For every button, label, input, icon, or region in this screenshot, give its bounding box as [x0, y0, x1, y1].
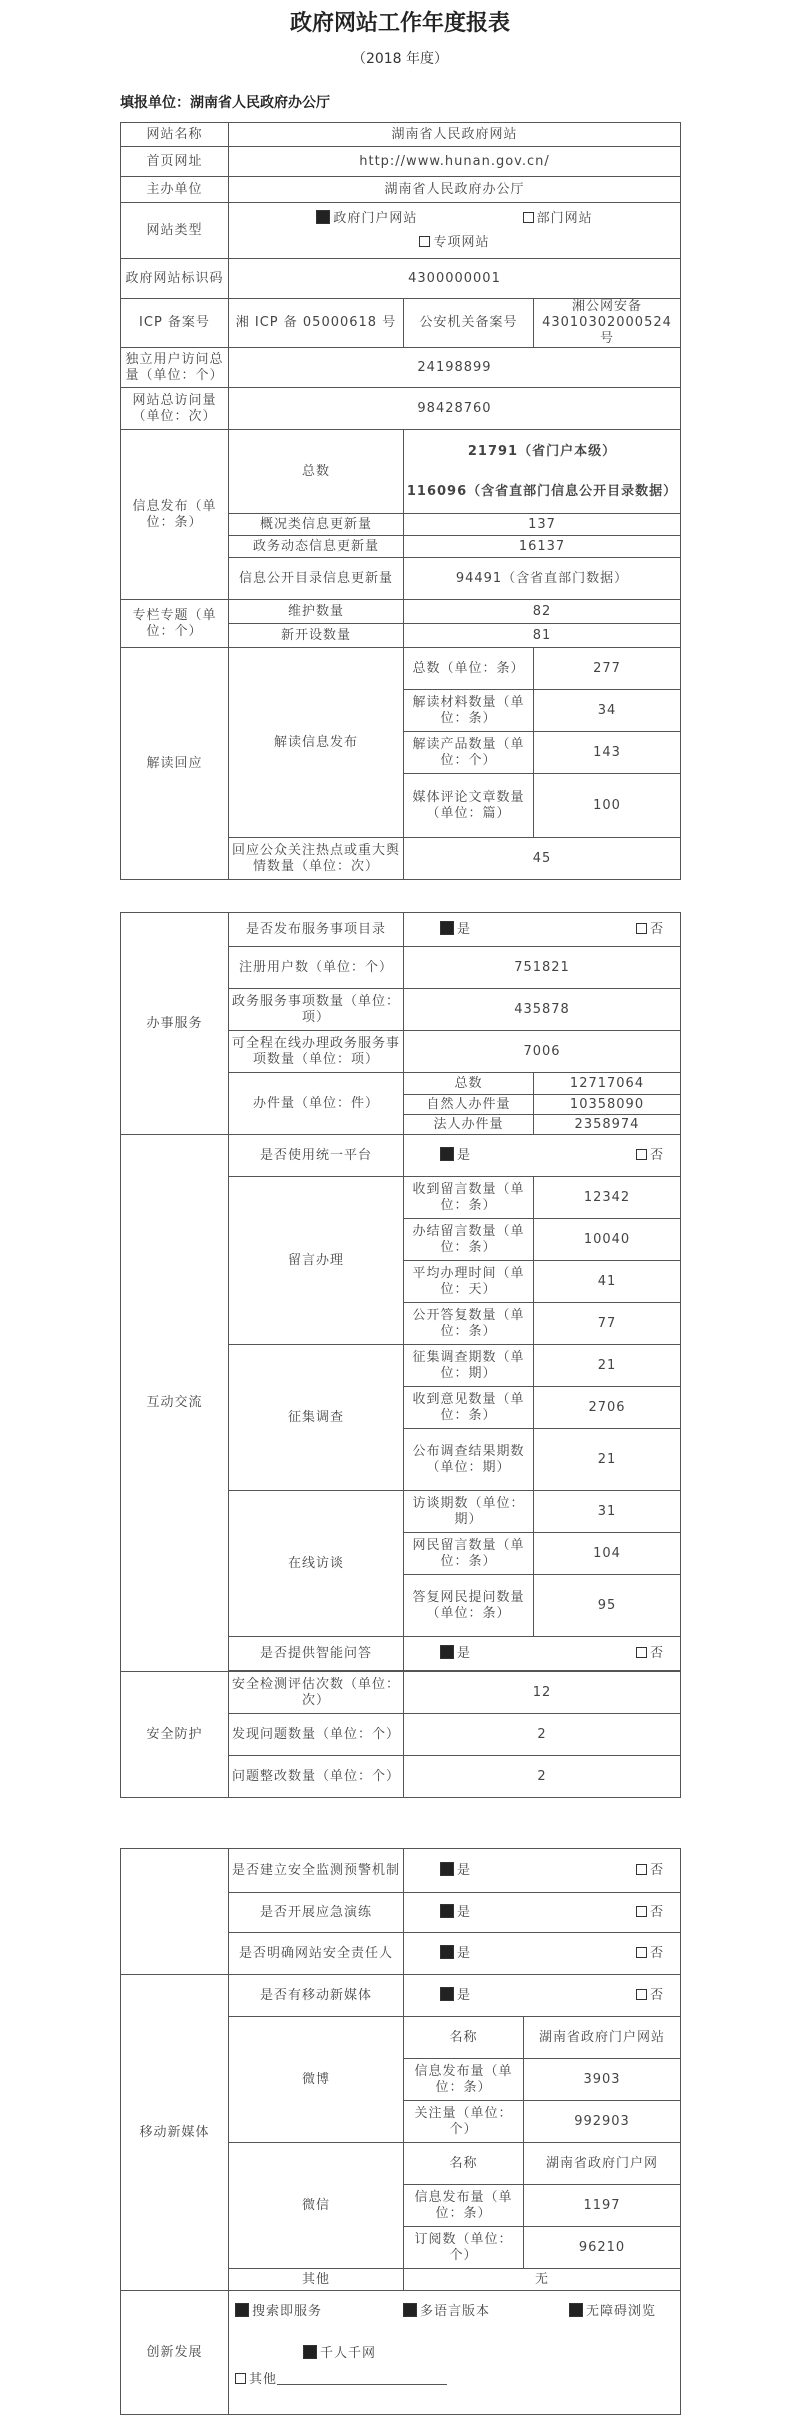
interview-answers-label: 答复网民提问数量（单位：条） [404, 1575, 534, 1637]
online-interview-label: 在线访谈 [229, 1491, 404, 1637]
interpret-product-label: 解读产品数量（单位：个） [404, 732, 534, 774]
checked-box-icon [440, 921, 454, 935]
issues-found-label: 发现问题数量（单位：个） [229, 1714, 404, 1756]
unified-platform-choice [404, 1135, 681, 1177]
survey-periods-value: 21 [534, 1345, 681, 1387]
news-update-value: 16137 [404, 536, 681, 558]
overview-update-label: 概况类信息更新量 [229, 514, 404, 536]
has-mobile-yes [440, 1987, 471, 2004]
weibo-label: 微博 [229, 2017, 404, 2143]
innovation-options [229, 2291, 681, 2415]
case-legal-label: 法人办件量 [404, 1115, 534, 1135]
no-label: 否 [650, 1988, 665, 2003]
columns-new-value: 81 [404, 624, 681, 648]
interpret-material-label: 解读材料数量（单位：条） [404, 690, 534, 732]
msg-public-value: 77 [534, 1303, 681, 1345]
security-group: 安全防护 [121, 1672, 229, 1798]
service-group: 办事服务 [121, 913, 229, 1135]
interpret-total-label: 总数（单位：条） [404, 648, 534, 690]
info-total-label: 总数 [229, 430, 404, 514]
innovation-search-label: 搜索即服务 [252, 2304, 323, 2319]
innovation-access-label: 无障碍浏览 [586, 2304, 657, 2319]
respond-hotspot-value: 45 [404, 838, 681, 880]
yes-label: 是 [457, 1863, 472, 1878]
service-catalog-yes [440, 921, 471, 938]
case-person-value: 10358090 [534, 1095, 681, 1115]
type-portal-option [316, 210, 417, 227]
security-checks-label: 安全检测评估次数（单位：次） [229, 1672, 404, 1714]
other-media-value: 无 [404, 2269, 681, 2291]
service-catalog-no [636, 922, 664, 938]
has-mobile-label: 是否有移动新媒体 [229, 1975, 404, 2017]
report-year: （2018 年度） [351, 51, 449, 67]
drill-no [636, 1905, 664, 1921]
monitor-no [636, 1863, 664, 1879]
smart-qa-yes [440, 1645, 471, 1662]
msg-received-label: 收到留言数量（单位：条） [404, 1177, 534, 1219]
innovation-multilang-label: 多语言版本 [420, 2304, 491, 2319]
case-volume-label: 办件量（单位：件） [229, 1073, 404, 1135]
yes-label: 是 [457, 1946, 472, 1961]
checked-box-icon [440, 1945, 454, 1959]
innovation-personal-option [303, 2345, 376, 2362]
innovation-search-option [235, 2303, 322, 2320]
type-special-option [419, 235, 489, 251]
message-handling-label: 留言办理 [229, 1177, 404, 1345]
service-items-value: 435878 [404, 989, 681, 1031]
smart-qa-no [636, 1646, 664, 1662]
innovation-access-option [569, 2303, 656, 2320]
interpret-total-value: 277 [534, 648, 681, 690]
innovation-other-option [235, 2372, 447, 2388]
yes-label: 是 [457, 1646, 472, 1661]
columns-group: 专栏专题（单位：个） [121, 600, 229, 648]
unique-visitors-label: 独立用户访问总量（单位：个） [121, 348, 229, 388]
checked-box-icon [235, 2303, 249, 2317]
police-record-value: 湘公网安备 43010302000524 号 [534, 299, 681, 348]
weibo-name-value: 湖南省政府门户网站 [524, 2017, 681, 2059]
interpret-product-value: 143 [534, 732, 681, 774]
respond-hotspot-label: 回应公众关注热点或重大舆情数量（单位：次） [229, 838, 404, 880]
msg-done-value: 10040 [534, 1219, 681, 1261]
checked-box-icon [440, 1147, 454, 1161]
checked-box-icon [440, 1987, 454, 2001]
checked-box-icon [440, 1904, 454, 1918]
filing-unit-label: 填报单位： [120, 95, 190, 111]
yes-label: 是 [457, 1905, 472, 1920]
wechat-subs-value: 96210 [524, 2227, 681, 2269]
registered-users-label: 注册用户数（单位：个） [229, 947, 404, 989]
media-comment-value: 100 [534, 774, 681, 838]
police-record-label: 公安机关备案号 [404, 299, 534, 348]
issues-fixed-value: 2 [404, 1756, 681, 1798]
responsible-label: 是否明确网站安全责任人 [229, 1933, 404, 1975]
checked-box-icon [569, 2303, 583, 2317]
security-extra-group [121, 1849, 229, 1975]
report-title: 政府网站工作年度报表 [289, 11, 510, 36]
case-total-label: 总数 [404, 1073, 534, 1095]
sponsor-label: 主办单位 [121, 177, 229, 203]
unchecked-box-icon [636, 1864, 647, 1875]
unchecked-box-icon [235, 2373, 246, 2384]
issues-found-value: 2 [404, 1714, 681, 1756]
interpret-material-value: 34 [534, 690, 681, 732]
service-catalog-choice [404, 913, 681, 947]
other-media-label: 其他 [229, 2269, 404, 2291]
catalog-update-value: 94491（含省直部门数据） [404, 558, 681, 600]
news-update-label: 政务动态信息更新量 [229, 536, 404, 558]
innovation-group: 创新发展 [121, 2291, 229, 2415]
site-code-label: 政府网站标识码 [121, 259, 229, 299]
site-name-label: 网站名称 [121, 123, 229, 147]
unchecked-box-icon [636, 1647, 647, 1658]
service-catalog-label: 是否发布服务事项目录 [229, 913, 404, 947]
weibo-name-label: 名称 [404, 2017, 524, 2059]
other-blank-line [277, 2372, 447, 2385]
survey-results-value: 21 [534, 1429, 681, 1491]
mobile-group: 移动新媒体 [121, 1975, 229, 2291]
msg-avg-time-label: 平均办理时间（单位：天） [404, 1261, 534, 1303]
icp-label: ICP 备案号 [121, 299, 229, 348]
no-label: 否 [650, 1863, 665, 1878]
drill-choice [404, 1893, 681, 1933]
no-label: 否 [650, 1646, 665, 1661]
page-views-label: 网站总访问量（单位：次） [121, 388, 229, 430]
unchecked-box-icon [636, 1149, 647, 1160]
yes-label: 是 [457, 922, 472, 937]
overview-update-value: 137 [404, 514, 681, 536]
checked-box-icon [440, 1645, 454, 1659]
no-label: 否 [650, 922, 665, 937]
monitor-label: 是否建立安全监测预警机制 [229, 1849, 404, 1893]
msg-avg-time-value: 41 [534, 1261, 681, 1303]
no-label: 否 [650, 1905, 665, 1920]
weibo-posts-value: 3903 [524, 2059, 681, 2101]
msg-received-value: 12342 [534, 1177, 681, 1219]
site-name-value: 湖南省人民政府网站 [229, 123, 681, 147]
weibo-posts-label: 信息发布量（单位：条） [404, 2059, 524, 2101]
info-total-province: 21791（省门户本级） [467, 443, 617, 459]
unchecked-box-icon [523, 212, 534, 223]
type-portal-label: 政府门户网站 [333, 211, 418, 226]
msg-done-label: 办结留言数量（单位：条） [404, 1219, 534, 1261]
monitor-yes [440, 1862, 471, 1879]
site-type-label: 网站类型 [121, 203, 229, 259]
checked-box-icon [403, 2303, 417, 2317]
info-publish-group: 信息发布（单位：条） [121, 430, 229, 600]
innovation-personal-label: 千人千网 [320, 2346, 377, 2361]
innovation-multilang-option [403, 2303, 490, 2320]
has-mobile-choice [404, 1975, 681, 2017]
columns-maintain-value: 82 [404, 600, 681, 624]
has-mobile-no [636, 1988, 664, 2004]
case-legal-value: 2358974 [534, 1115, 681, 1135]
interview-msgs-value: 104 [534, 1533, 681, 1575]
report-table-mobile [120, 1848, 681, 2415]
page-views-value: 98428760 [229, 388, 681, 430]
unified-platform-label: 是否使用统一平台 [229, 1135, 404, 1177]
columns-new-label: 新开设数量 [229, 624, 404, 648]
weibo-fans-label: 关注量（单位：个） [404, 2101, 524, 2143]
filing-unit [120, 92, 330, 112]
survey-opinions-label: 收到意见数量（单位：条） [404, 1387, 534, 1429]
monitor-choice [404, 1849, 681, 1893]
registered-users-value: 751821 [404, 947, 681, 989]
unchecked-box-icon [636, 1906, 647, 1917]
unique-visitors-value: 24198899 [229, 348, 681, 388]
type-dept-option [523, 211, 593, 227]
interpret-publish-label: 解读信息发布 [229, 648, 404, 838]
drill-yes [440, 1904, 471, 1921]
interact-group: 互动交流 [121, 1135, 229, 1672]
case-total-value: 12717064 [534, 1073, 681, 1095]
icp-value: 湘 ICP 备 05000618 号 [229, 299, 404, 348]
checked-box-icon [440, 1862, 454, 1876]
wechat-posts-label: 信息发布量（单位：条） [404, 2185, 524, 2227]
msg-public-label: 公开答复数量（单位：条） [404, 1303, 534, 1345]
weibo-fans-value: 992903 [524, 2101, 681, 2143]
service-items-label: 政务服务事项数量（单位：项） [229, 989, 404, 1031]
wechat-label: 微信 [229, 2143, 404, 2269]
interview-periods-label: 访谈期数（单位：期） [404, 1491, 534, 1533]
no-label: 否 [650, 1148, 665, 1163]
online-items-value: 7006 [404, 1031, 681, 1073]
checked-box-icon [303, 2345, 317, 2359]
site-code-value: 4300000001 [229, 259, 681, 299]
wechat-name-label: 名称 [404, 2143, 524, 2185]
responsible-no [636, 1946, 664, 1962]
unified-platform-yes [440, 1147, 471, 1164]
innovation-other-label: 其他 [249, 2372, 278, 2387]
unchecked-box-icon [636, 1989, 647, 2000]
security-checks-value: 12 [404, 1672, 681, 1714]
unified-platform-no [636, 1148, 664, 1164]
yes-label: 是 [457, 1148, 472, 1163]
type-dept-label: 部门网站 [536, 211, 593, 226]
wechat-posts-value: 1197 [524, 2185, 681, 2227]
info-total-with-depts: 116096（含省直部门信息公开目录数据） [406, 483, 678, 499]
info-total-value [404, 430, 681, 514]
unchecked-box-icon [636, 1947, 647, 1958]
interview-periods-value: 31 [534, 1491, 681, 1533]
survey-results-label: 公布调查结果期数（单位：期） [404, 1429, 534, 1491]
online-items-label: 可全程在线办理政务服务事项数量（单位：项） [229, 1031, 404, 1073]
responsible-yes [440, 1945, 471, 1962]
yes-label: 是 [457, 1988, 472, 2003]
issues-fixed-label: 问题整改数量（单位：个） [229, 1756, 404, 1798]
survey-opinions-value: 2706 [534, 1387, 681, 1429]
wechat-subs-label: 订阅数（单位：个） [404, 2227, 524, 2269]
sponsor-value: 湖南省人民政府办公厅 [229, 177, 681, 203]
no-label: 否 [650, 1946, 665, 1961]
case-person-label: 自然人办件量 [404, 1095, 534, 1115]
unchecked-box-icon [419, 236, 430, 247]
survey-label: 征集调查 [229, 1345, 404, 1491]
home-url-label: 首页网址 [121, 147, 229, 177]
media-comment-label: 媒体评论文章数量（单位：篇） [404, 774, 534, 838]
type-special-label: 专项网站 [433, 235, 490, 250]
drill-label: 是否开展应急演练 [229, 1893, 404, 1933]
wechat-name-value: 湖南省政府门户网 [524, 2143, 681, 2185]
site-type-options [229, 203, 681, 259]
interview-msgs-label: 网民留言数量（单位：条） [404, 1533, 534, 1575]
columns-maintain-label: 维护数量 [229, 600, 404, 624]
smart-qa-choice [404, 1637, 681, 1671]
catalog-update-label: 信息公开目录信息更新量 [229, 558, 404, 600]
filing-unit-value: 湖南省人民政府办公厅 [190, 95, 330, 111]
smart-qa-label: 是否提供智能问答 [229, 1637, 404, 1671]
survey-periods-label: 征集调查期数（单位：期） [404, 1345, 534, 1387]
home-url-value: http://www.hunan.gov.cn/ [229, 147, 681, 177]
interview-answers-value: 95 [534, 1575, 681, 1637]
interpret-group: 解读回应 [121, 648, 229, 880]
report-table-service [120, 912, 681, 1798]
report-table-basic [120, 122, 681, 880]
checked-box-icon [316, 210, 330, 224]
responsible-choice [404, 1933, 681, 1975]
unchecked-box-icon [636, 923, 647, 934]
